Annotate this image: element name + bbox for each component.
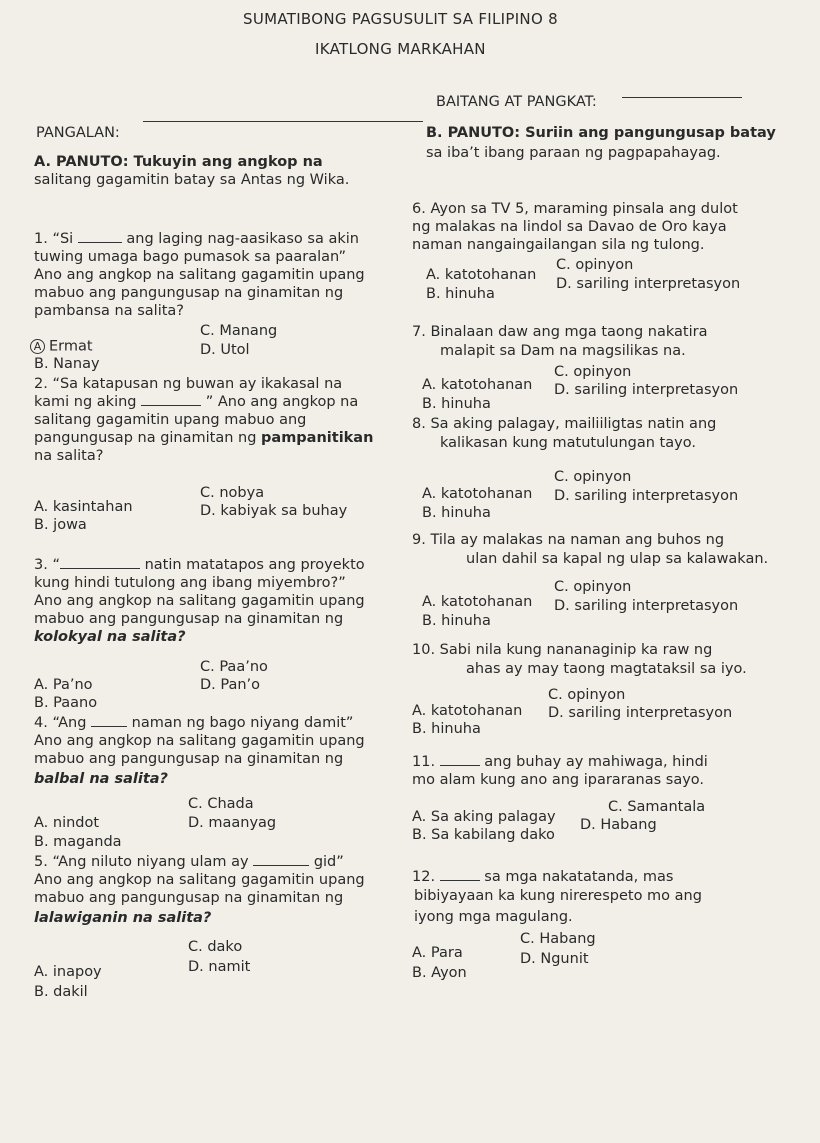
q10-line2: ahas ay may taong magtataksil sa iyo. bbox=[466, 661, 747, 677]
q3-option-b[interactable]: B. Paano bbox=[34, 695, 98, 711]
q3-blank[interactable] bbox=[60, 558, 140, 569]
q5-line4: lalawiganin na salita? bbox=[34, 910, 212, 926]
section-b-heading-2: sa iba’t ibang paraan ng pagpapahayag. bbox=[426, 145, 721, 161]
q8-option-d[interactable]: D. sariling interpretasyon bbox=[554, 488, 739, 504]
q6-line3: naman nangaingailangan sila ng tulong. bbox=[412, 237, 705, 253]
q8-option-b[interactable]: B. hinuha bbox=[422, 505, 491, 521]
q6-option-c[interactable]: C. opinyon bbox=[556, 257, 634, 273]
q4-option-d[interactable]: D. maanyag bbox=[188, 815, 277, 831]
answer-circle-icon: A bbox=[30, 339, 45, 354]
q4-blank[interactable] bbox=[91, 716, 127, 727]
q5-option-b[interactable]: B. dakil bbox=[34, 984, 88, 1000]
name-field[interactable] bbox=[143, 121, 423, 122]
q2-option-c[interactable]: C. nobya bbox=[200, 485, 265, 501]
q2-option-a[interactable]: A. kasintahan bbox=[34, 499, 133, 515]
q3-line4: mabuo ang pangungusap na ginamitan ng bbox=[34, 611, 344, 627]
q7-option-c[interactable]: C. opinyon bbox=[554, 364, 632, 380]
q1-option-b[interactable]: B. Nanay bbox=[34, 356, 100, 372]
q5-line1: 5. “Ang niluto niyang ulam ay gid” bbox=[34, 854, 344, 870]
q4-line4: balbal na salita? bbox=[34, 771, 168, 787]
q2-line1: 2. “Sa katapusan ng buwan ay ikakasal na bbox=[34, 376, 343, 392]
q8-option-a[interactable]: A. katotohanan bbox=[422, 486, 533, 502]
q1-text-b: ang laging nag-aasikaso sa akin bbox=[126, 231, 359, 247]
q1-line4: mabuo ang pangungusap na ginamitan ng bbox=[34, 285, 344, 301]
q3-option-a[interactable]: A. Pa’no bbox=[34, 677, 93, 693]
q5-option-d[interactable]: D. namit bbox=[188, 959, 251, 975]
q1-text-a: 1. “Si bbox=[34, 231, 74, 247]
section-b-heading: B. PANUTO: Suriin ang pangungusap batay bbox=[426, 125, 776, 141]
q9-option-c[interactable]: C. opinyon bbox=[554, 579, 632, 595]
exam-subtitle: IKATLONG MARKAHAN bbox=[315, 40, 486, 58]
q7-option-d[interactable]: D. sariling interpretasyon bbox=[554, 382, 739, 398]
q1-line2: tuwing umaga bago pumasok sa paaralan” bbox=[34, 249, 346, 265]
q1-line3: Ano ang angkop na salitang gagamitin upang bbox=[34, 267, 365, 283]
q10-line1: 10. Sabi nila kung nananaginip ka raw ng bbox=[412, 642, 713, 658]
q5-line3: mabuo ang pangungusap na ginamitan ng bbox=[34, 890, 344, 906]
section-a-heading-2: salitang gagamitin batay sa Antas ng Wika. bbox=[34, 172, 350, 188]
q2-option-d[interactable]: D. kabiyak sa buhay bbox=[200, 503, 348, 519]
q2-blank[interactable] bbox=[141, 395, 201, 406]
q5-option-a[interactable]: A. inapoy bbox=[34, 964, 102, 980]
q7-line1: 7. Binalaan daw ang mga taong nakatira bbox=[412, 324, 708, 340]
q9-line2: ulan dahil sa kapal ng ulap sa kalawakan. bbox=[466, 551, 769, 567]
q12-line2: bibiyayaan ka kung nirerespeto mo ang bbox=[414, 888, 702, 904]
q11-option-b[interactable]: B. Sa kabilang dako bbox=[412, 827, 555, 843]
q3-line2: kung hindi tutulong ang ibang miyembro?” bbox=[34, 575, 346, 591]
q4-option-c[interactable]: C. Chada bbox=[188, 796, 254, 812]
q4-line2: Ano ang angkop na salitang gagamitin upang bbox=[34, 733, 365, 749]
q8-option-c[interactable]: C. opinyon bbox=[554, 469, 632, 485]
q12-line3: iyong mga magulang. bbox=[414, 909, 573, 925]
q12-line1: 12. sa mga nakatatanda, mas bbox=[412, 869, 674, 885]
section-a-heading: A. PANUTO: Tukuyin ang angkop na bbox=[34, 154, 323, 170]
q9-option-d[interactable]: D. sariling interpretasyon bbox=[554, 598, 739, 614]
q6-option-d[interactable]: D. sariling interpretasyon bbox=[556, 276, 741, 292]
q12-blank[interactable] bbox=[440, 870, 480, 881]
q3-line3: Ano ang angkop na salitang gagamitin upang bbox=[34, 593, 365, 609]
q1-option-d[interactable]: D. Utol bbox=[200, 342, 250, 358]
q10-option-a[interactable]: A. katotohanan bbox=[412, 703, 523, 719]
q3-line5: kolokyal na salita? bbox=[34, 629, 186, 645]
q10-option-d[interactable]: D. sariling interpretasyon bbox=[548, 705, 733, 721]
q9-line1: 9. Tila ay malakas na naman ang buhos ng bbox=[412, 532, 725, 548]
q6-option-b[interactable]: B. hinuha bbox=[426, 286, 495, 302]
q1-option-c[interactable]: C. Manang bbox=[200, 323, 278, 339]
q1-option-a[interactable]: A Ermat bbox=[30, 339, 93, 354]
q6-line2: ng malakas na lindol sa Davao de Oro kaya bbox=[412, 219, 727, 235]
grade-label: BAITANG AT PANGKAT: bbox=[436, 94, 597, 110]
q7-option-b[interactable]: B. hinuha bbox=[422, 396, 491, 412]
q11-option-d[interactable]: D. Habang bbox=[580, 817, 657, 833]
q6-option-a[interactable]: A. katotohanan bbox=[426, 267, 537, 283]
q2-option-b[interactable]: B. jowa bbox=[34, 517, 87, 533]
q5-line2: Ano ang angkop na salitang gagamitin upang bbox=[34, 872, 365, 888]
q4-line1: 4. “Ang naman ng bago niyang damit” bbox=[34, 715, 354, 731]
exam-title: SUMATIBONG PAGSUSULIT SA FILIPINO 8 bbox=[243, 10, 558, 28]
grade-field[interactable] bbox=[622, 97, 742, 98]
q1-line5: pambansa na salita? bbox=[34, 303, 184, 319]
q11-option-c[interactable]: C. Samantala bbox=[608, 799, 706, 815]
q2-line2: kami ng aking ” Ano ang angkop na bbox=[34, 394, 359, 410]
name-label: PANGALAN: bbox=[36, 125, 120, 141]
q4-option-b[interactable]: B. maganda bbox=[34, 834, 122, 850]
q5-blank[interactable] bbox=[253, 855, 309, 866]
q7-line2: malapit sa Dam na magsilikas na. bbox=[440, 343, 686, 359]
q3-option-d[interactable]: D. Pan’o bbox=[200, 677, 261, 693]
q1-blank[interactable] bbox=[78, 232, 122, 243]
q11-line2: mo alam kung ano ang ipararanas sayo. bbox=[412, 772, 705, 788]
q12-option-b[interactable]: B. Ayon bbox=[412, 965, 467, 981]
q4-line3: mabuo ang pangungusap na ginamitan ng bbox=[34, 751, 344, 767]
q7-option-a[interactable]: A. katotohanan bbox=[422, 377, 533, 393]
q2-line3: salitang gagamitin upang mabuo ang bbox=[34, 412, 307, 428]
q11-line1: 11. ang buhay ay mahiwaga, hindi bbox=[412, 754, 708, 770]
q3-option-c[interactable]: C. Paa’no bbox=[200, 659, 268, 675]
q4-option-a[interactable]: A. nindot bbox=[34, 815, 100, 831]
q12-option-d[interactable]: D. Ngunit bbox=[520, 951, 589, 967]
q2-line5: na salita? bbox=[34, 448, 104, 464]
q9-option-b[interactable]: B. hinuha bbox=[422, 613, 491, 629]
q6-line1: 6. Ayon sa TV 5, maraming pinsala ang dulot bbox=[412, 201, 738, 217]
q11-option-a[interactable]: A. Sa aking palagay bbox=[412, 809, 556, 825]
q5-option-c[interactable]: C. dako bbox=[188, 939, 243, 955]
q2-line4: pangungusap na ginamitan ng pampanitikan bbox=[34, 430, 374, 446]
q3-line1: 3. “ natin matatapos ang proyekto bbox=[34, 557, 365, 573]
q8-line1: 8. Sa aking palagay, mailiiligtas natin ang bbox=[412, 416, 717, 432]
q9-option-a[interactable]: A. katotohanan bbox=[422, 594, 533, 610]
q10-option-b[interactable]: B. hinuha bbox=[412, 721, 481, 737]
q8-line2: kalikasan kung matutulungan tayo. bbox=[440, 435, 696, 451]
q1-line1 bbox=[34, 232, 359, 247]
q12-option-c[interactable]: C. Habang bbox=[520, 931, 596, 947]
q11-blank[interactable] bbox=[440, 755, 480, 766]
q12-option-a[interactable]: A. Para bbox=[412, 945, 463, 961]
q10-option-c[interactable]: C. opinyon bbox=[548, 687, 626, 703]
